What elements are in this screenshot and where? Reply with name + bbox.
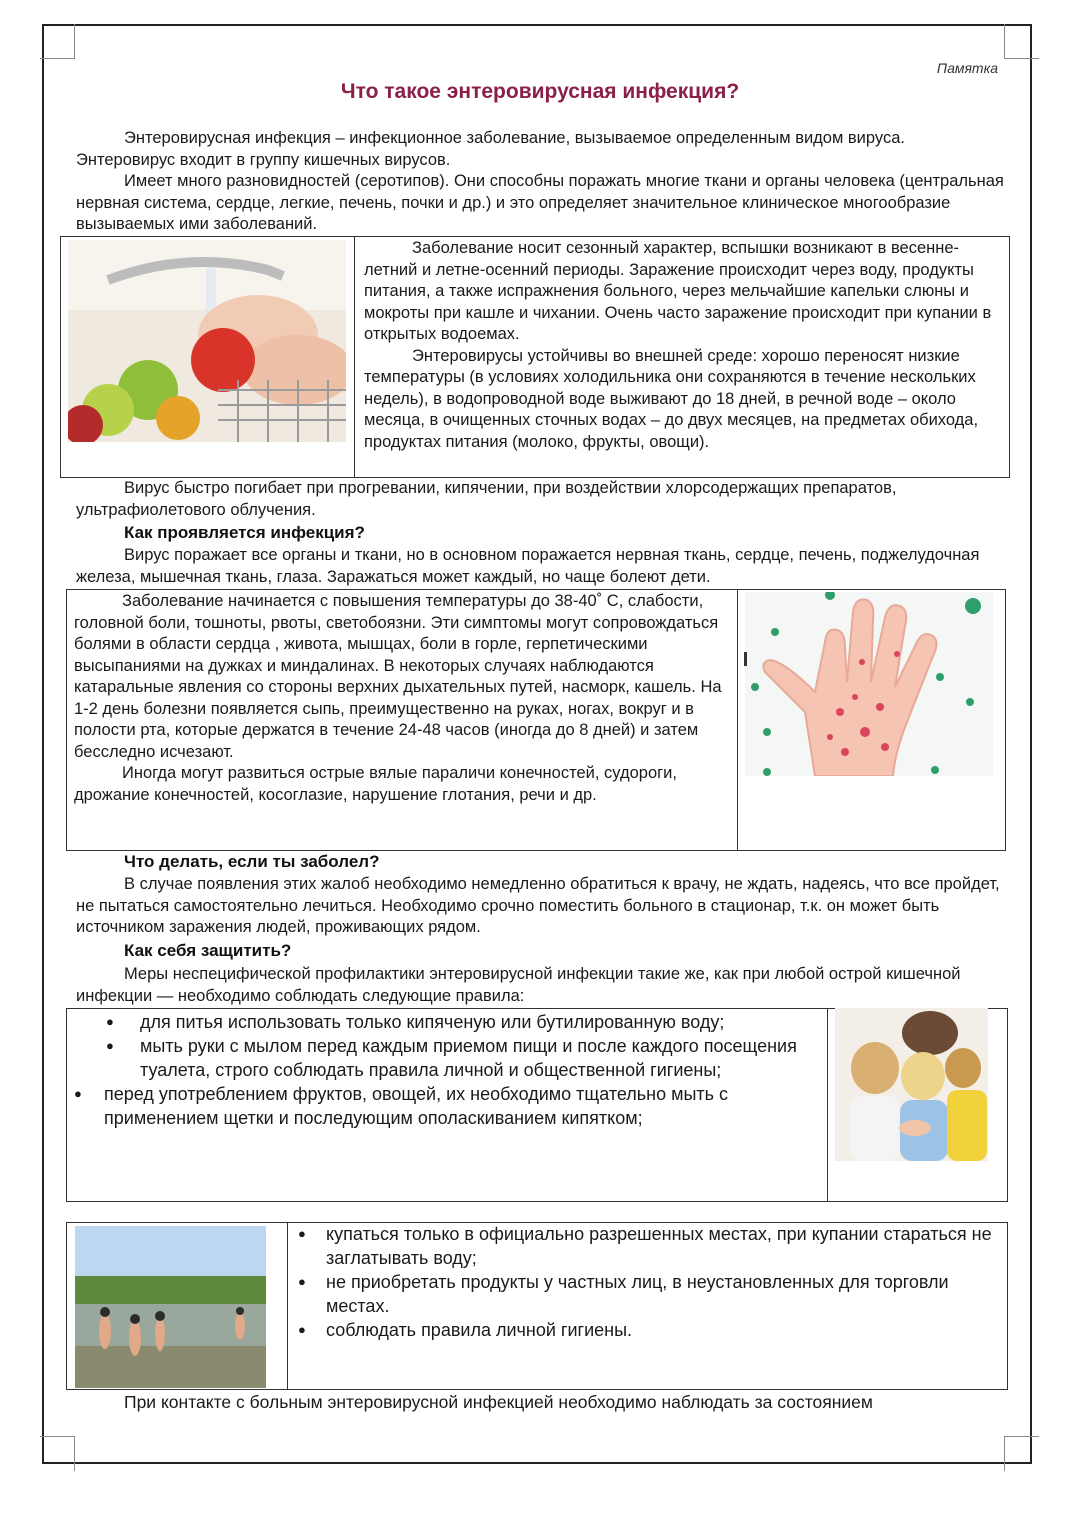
box-divider xyxy=(354,236,355,478)
rule-text: перед употреблением фруктов, овощей, их необходимо тщательно мыть с применением щетки и последующим ополаскиванием кипятком; xyxy=(104,1084,729,1128)
virus-dies-section xyxy=(76,478,1004,521)
manifest-heading: Как проявляется инфекция? xyxy=(124,523,365,542)
memo-label: Памятка xyxy=(936,60,998,76)
children-swimming-image xyxy=(75,1226,266,1388)
protect-section xyxy=(76,964,1004,1007)
rash-hand-image xyxy=(745,592,993,776)
rule-item: ● перед употреблением фруктов, овощей, их необходимо тщательно мыть с применением щетки и последующим ополаскиванием кипятком; xyxy=(74,1084,729,1128)
box-divider xyxy=(287,1222,288,1390)
rule-item: ● купаться только в официально разрешенных местах, при купании стараться не заглатывать воду; xyxy=(298,1224,992,1268)
virus-dies-paragraph: Вирус быстро погибает при прогревании, кипячении, при воздействии хлорсодержащих препаратов, ультрафиолетового облучения. xyxy=(76,479,897,519)
resistance-paragraph: Энтеровирусы устойчивы во внешней среде: хорошо переносят низкие температуры (в условиях холодильника они сохраняются в течение нескольких недель), в водопроводной воде выживают до 18 дней, в речной воде – около месяца, в очищенных сточных водах – до двух месяцев, на предметах обихода, продуктах питания (молоко, фрукты, овощи). xyxy=(364,346,979,451)
protect-paragraph: Меры неспецифической профилактики энтеровирусной инфекции такие же, как при любой острой кишечной инфекции — необходимо соблюдать следующие правила: xyxy=(76,965,961,1005)
rule-text: соблюдать правила личной гигиены. xyxy=(326,1320,633,1340)
manifest-section xyxy=(76,545,1004,588)
transmission-text xyxy=(364,238,1004,453)
children-washing-hands-image xyxy=(835,1008,988,1161)
footer-paragraph: При контакте с больным энтеровирусной инфекцией необходимо наблюдать за состоянием xyxy=(124,1392,873,1412)
box-divider xyxy=(827,1008,828,1202)
intro-paragraph-2: Имеет много разновидностей (серотипов). Они способны поражать многие ткани и органы человека (центральная нервная система, сердце, легкие, печень, почки и др.) и это определяет значительное клиническое многообразие вызываемых ими заболеваний. xyxy=(76,172,1004,233)
intro-section xyxy=(76,128,1004,236)
rule-item: ● соблюдать правила личной гигиены. xyxy=(298,1320,633,1340)
intro-paragraph-1: Энтеровирусная инфекция – инфекционное заболевание, вызываемое определенным видом вируса. Энтеровирус входит в группу кишечных вирусов. xyxy=(76,129,905,169)
washing-vegetables-image xyxy=(68,240,346,442)
symptoms-paragraph: Заболевание начинается с повышения температуры до 38-40˚ С, слабости, головной боли, тошноты, рвоты, светобоязни. Эти симптомы могут сопровождаться болями в области сердца , живота, мышцах, боли в горле, герпетическими высыпаниями на дужках и миндалинах. В некоторых случаях наблюдаются катаральные явления со стороны верхних дыхательных путей, насморк, кашель. На 1-2 день болезни появляется сыпь, преимущественно на руках, ногах, вокруг и в полости рта, которые держатся в течение 24-48 часов (иногда до 8 дней) и затем бесследно исчезают. xyxy=(74,592,722,761)
rule-item: ● не приобретать продукты у частных лиц, в неустановленных для торговли местах. xyxy=(298,1272,949,1316)
page-title: Что такое энтеровирусная инфекция? xyxy=(340,80,740,103)
rule-text: купаться только в официально разрешенных местах, при купании стараться не заглатывать воду; xyxy=(326,1224,992,1268)
crop-mark xyxy=(1004,1436,1039,1471)
symptoms-text xyxy=(74,591,728,806)
complications-paragraph: Иногда могут развиться острые вялые параличи конечностей, судороги, дрожание конечностей, косоглазие, нарушение глотания, речи и др. xyxy=(74,764,677,804)
crop-mark xyxy=(1004,24,1039,59)
ill-heading: Что делать, если ты заболел? xyxy=(124,852,380,871)
seasonality-paragraph: Заболевание носит сезонный характер, вспышки возникают в весенне-летний и летне-осенний периоды. Заражение происходит через воду, продукты питания, а также испражнения больного, через мельчайшие капельки слюны и мокроты при кашле и чихании. Очень часто заражение происходит при купании в открытых водоемах. xyxy=(364,239,992,343)
rules-list-2 xyxy=(296,1222,996,1342)
manifest-paragraph: Вирус поражает все органы и ткани, но в основном поражается нервная ткань, сердце, печень, поджелудочная железа, мышечная ткань, глаза. Заражаться может каждый, но чаще болеют дети. xyxy=(76,546,980,586)
protect-heading: Как себя защитить? xyxy=(124,941,292,960)
rule-text: для питья использовать только кипяченую или бутилированную воду; xyxy=(140,1012,725,1032)
rule-text: не приобретать продукты у частных лиц, в неустановленных для торговли местах. xyxy=(326,1272,949,1316)
box-divider xyxy=(737,589,738,851)
rule-item: ● мыть руки с мылом перед каждым приемом пищи и после каждого посещения туалета, строго соблюдать правила личной и общественной гигиены; xyxy=(106,1036,797,1080)
rules-list-1 xyxy=(76,1010,816,1130)
crop-mark xyxy=(40,24,75,59)
rule-item: ● для питья использовать только кипяченую или бутилированную воду; xyxy=(106,1012,725,1032)
text-cursor xyxy=(744,652,747,666)
ill-paragraph: В случае появления этих жалоб необходимо немедленно обратиться к врачу, не ждать, надеясь, что все пройдет, не пытаться самостоятельно лечиться. Необходимо срочно поместить больного в стационар, т.к. он может быть источником заражения людей, проживающих рядом. xyxy=(76,875,1000,936)
crop-mark xyxy=(40,1436,75,1471)
ill-section xyxy=(76,874,1004,939)
rule-text: мыть руки с мылом перед каждым приемом пищи и после каждого посещения туалета, строго соблюдать правила личной и общественной гигиены; xyxy=(140,1036,797,1080)
